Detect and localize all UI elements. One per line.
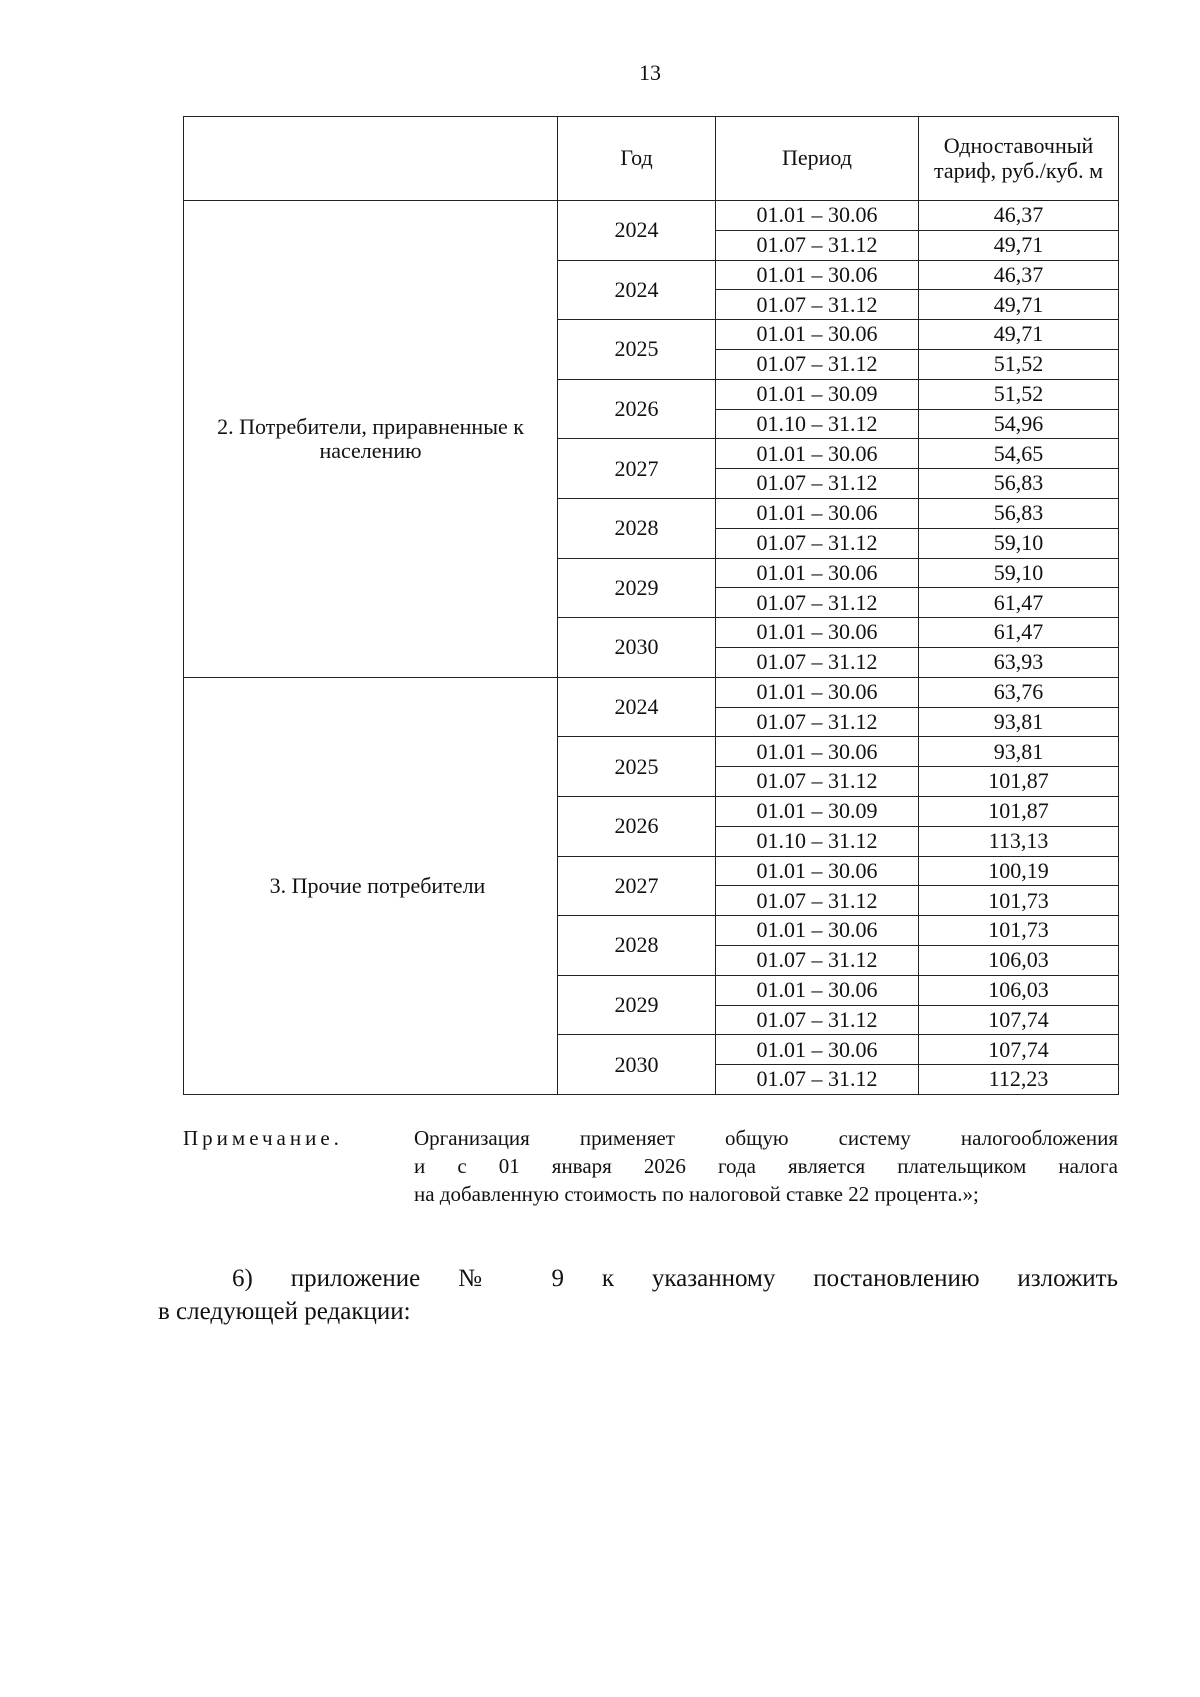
period-cell: 01.07 – 31.12 — [716, 1065, 919, 1095]
tariff-cell: 107,74 — [919, 1035, 1119, 1065]
year-cell: 2025 — [558, 737, 716, 797]
instruction-line: в следующей редакции: — [158, 1298, 411, 1325]
period-cell: 01.07 – 31.12 — [716, 945, 919, 975]
period-cell: 01.07 – 31.12 — [716, 349, 919, 379]
period-cell: 01.01 – 30.06 — [716, 618, 919, 648]
consumer-group-cell: 2. Потребители, приравненные к населению — [184, 201, 558, 678]
tariff-cell: 61,47 — [919, 618, 1119, 648]
header-year: Год — [558, 117, 716, 201]
period-cell: 01.01 – 30.06 — [716, 1035, 919, 1065]
tariff-cell: 101,73 — [919, 916, 1119, 946]
period-cell: 01.01 – 30.06 — [716, 320, 919, 350]
tariff-cell: 49,71 — [919, 320, 1119, 350]
period-cell: 01.01 – 30.06 — [716, 260, 919, 290]
period-cell: 01.07 – 31.12 — [716, 469, 919, 499]
year-cell: 2030 — [558, 618, 716, 678]
tariff-cell: 112,23 — [919, 1065, 1119, 1095]
period-cell: 01.07 – 31.12 — [716, 707, 919, 737]
year-cell: 2024 — [558, 260, 716, 320]
year-cell: 2027 — [558, 439, 716, 499]
period-cell: 01.01 – 30.06 — [716, 916, 919, 946]
note-line: и с 01 января 2026 года является плательщиком налога — [414, 1154, 1118, 1178]
note-label: Примечание. — [183, 1126, 343, 1150]
period-cell: 01.01 – 30.06 — [716, 856, 919, 886]
period-cell: 01.10 – 31.12 — [716, 409, 919, 439]
tariff-cell: 46,37 — [919, 201, 1119, 231]
tariff-cell: 51,52 — [919, 349, 1119, 379]
tariff-cell: 46,37 — [919, 260, 1119, 290]
period-cell: 01.07 – 31.12 — [716, 647, 919, 677]
year-cell: 2029 — [558, 558, 716, 618]
year-cell: 2030 — [558, 1035, 716, 1095]
tariff-cell: 61,47 — [919, 588, 1119, 618]
period-cell: 01.07 – 31.12 — [716, 1005, 919, 1035]
year-cell: 2026 — [558, 796, 716, 856]
tariff-cell: 54,96 — [919, 409, 1119, 439]
instruction-paragraph — [158, 1262, 1118, 1328]
period-cell: 01.01 – 30.06 — [716, 975, 919, 1005]
page-number: 13 — [639, 60, 661, 85]
table-body — [184, 201, 1119, 1095]
table-row — [184, 677, 1119, 707]
tariff-cell: 100,19 — [919, 856, 1119, 886]
period-cell: 01.07 – 31.12 — [716, 230, 919, 260]
tariff-cell: 107,74 — [919, 1005, 1119, 1035]
period-cell: 01.01 – 30.06 — [716, 439, 919, 469]
period-cell: 01.01 – 30.06 — [716, 677, 919, 707]
tariff-cell: 101,87 — [919, 767, 1119, 797]
table-header-row — [184, 117, 1119, 201]
tariff-cell: 51,52 — [919, 379, 1119, 409]
tariff-cell: 63,76 — [919, 677, 1119, 707]
period-cell: 01.10 – 31.12 — [716, 826, 919, 856]
tariff-table — [183, 116, 1119, 1095]
tariff-cell: 59,10 — [919, 528, 1119, 558]
year-cell: 2025 — [558, 320, 716, 380]
tariff-cell: 101,87 — [919, 796, 1119, 826]
instruction-line: 6) приложение № 9 к указанному постановлению изложить — [232, 1265, 1118, 1292]
period-cell: 01.01 – 30.06 — [716, 737, 919, 767]
tariff-cell: 56,83 — [919, 498, 1119, 528]
tariff-cell: 106,03 — [919, 975, 1119, 1005]
tariff-cell: 93,81 — [919, 707, 1119, 737]
consumer-group-cell: 3. Прочие потребители — [184, 677, 558, 1094]
tariff-cell: 63,93 — [919, 647, 1119, 677]
period-cell: 01.07 – 31.12 — [716, 588, 919, 618]
period-cell: 01.01 – 30.06 — [716, 498, 919, 528]
note-line: Организация применяет общую систему налогообложения — [414, 1126, 1118, 1150]
table-row — [184, 201, 1119, 231]
tariff-cell: 113,13 — [919, 826, 1119, 856]
note-text — [414, 1124, 1118, 1208]
year-cell: 2024 — [558, 677, 716, 737]
header-period: Период — [716, 117, 919, 201]
period-cell: 01.07 – 31.12 — [716, 886, 919, 916]
tariff-cell: 59,10 — [919, 558, 1119, 588]
tariff-cell: 106,03 — [919, 945, 1119, 975]
period-cell: 01.07 – 31.12 — [716, 528, 919, 558]
header-tariff: Одноставочный тариф, руб./куб. м — [919, 117, 1119, 201]
period-cell: 01.01 – 30.06 — [716, 558, 919, 588]
tariff-cell: 54,65 — [919, 439, 1119, 469]
tariff-cell: 56,83 — [919, 469, 1119, 499]
tariff-cell: 101,73 — [919, 886, 1119, 916]
period-cell: 01.01 – 30.09 — [716, 379, 919, 409]
period-cell: 01.07 – 31.12 — [716, 290, 919, 320]
tariff-cell: 93,81 — [919, 737, 1119, 767]
year-cell: 2028 — [558, 498, 716, 558]
tariff-cell: 49,71 — [919, 290, 1119, 320]
year-cell: 2027 — [558, 856, 716, 916]
note-line: на добавленную стоимость по налоговой ставке 22 процента.»; — [414, 1182, 979, 1206]
year-cell: 2028 — [558, 916, 716, 976]
year-cell: 2026 — [558, 379, 716, 439]
period-cell: 01.01 – 30.09 — [716, 796, 919, 826]
tariff-cell: 49,71 — [919, 230, 1119, 260]
year-cell: 2029 — [558, 975, 716, 1035]
period-cell: 01.01 – 30.06 — [716, 201, 919, 231]
period-cell: 01.07 – 31.12 — [716, 767, 919, 797]
header-group — [184, 117, 558, 201]
year-cell: 2024 — [558, 201, 716, 261]
